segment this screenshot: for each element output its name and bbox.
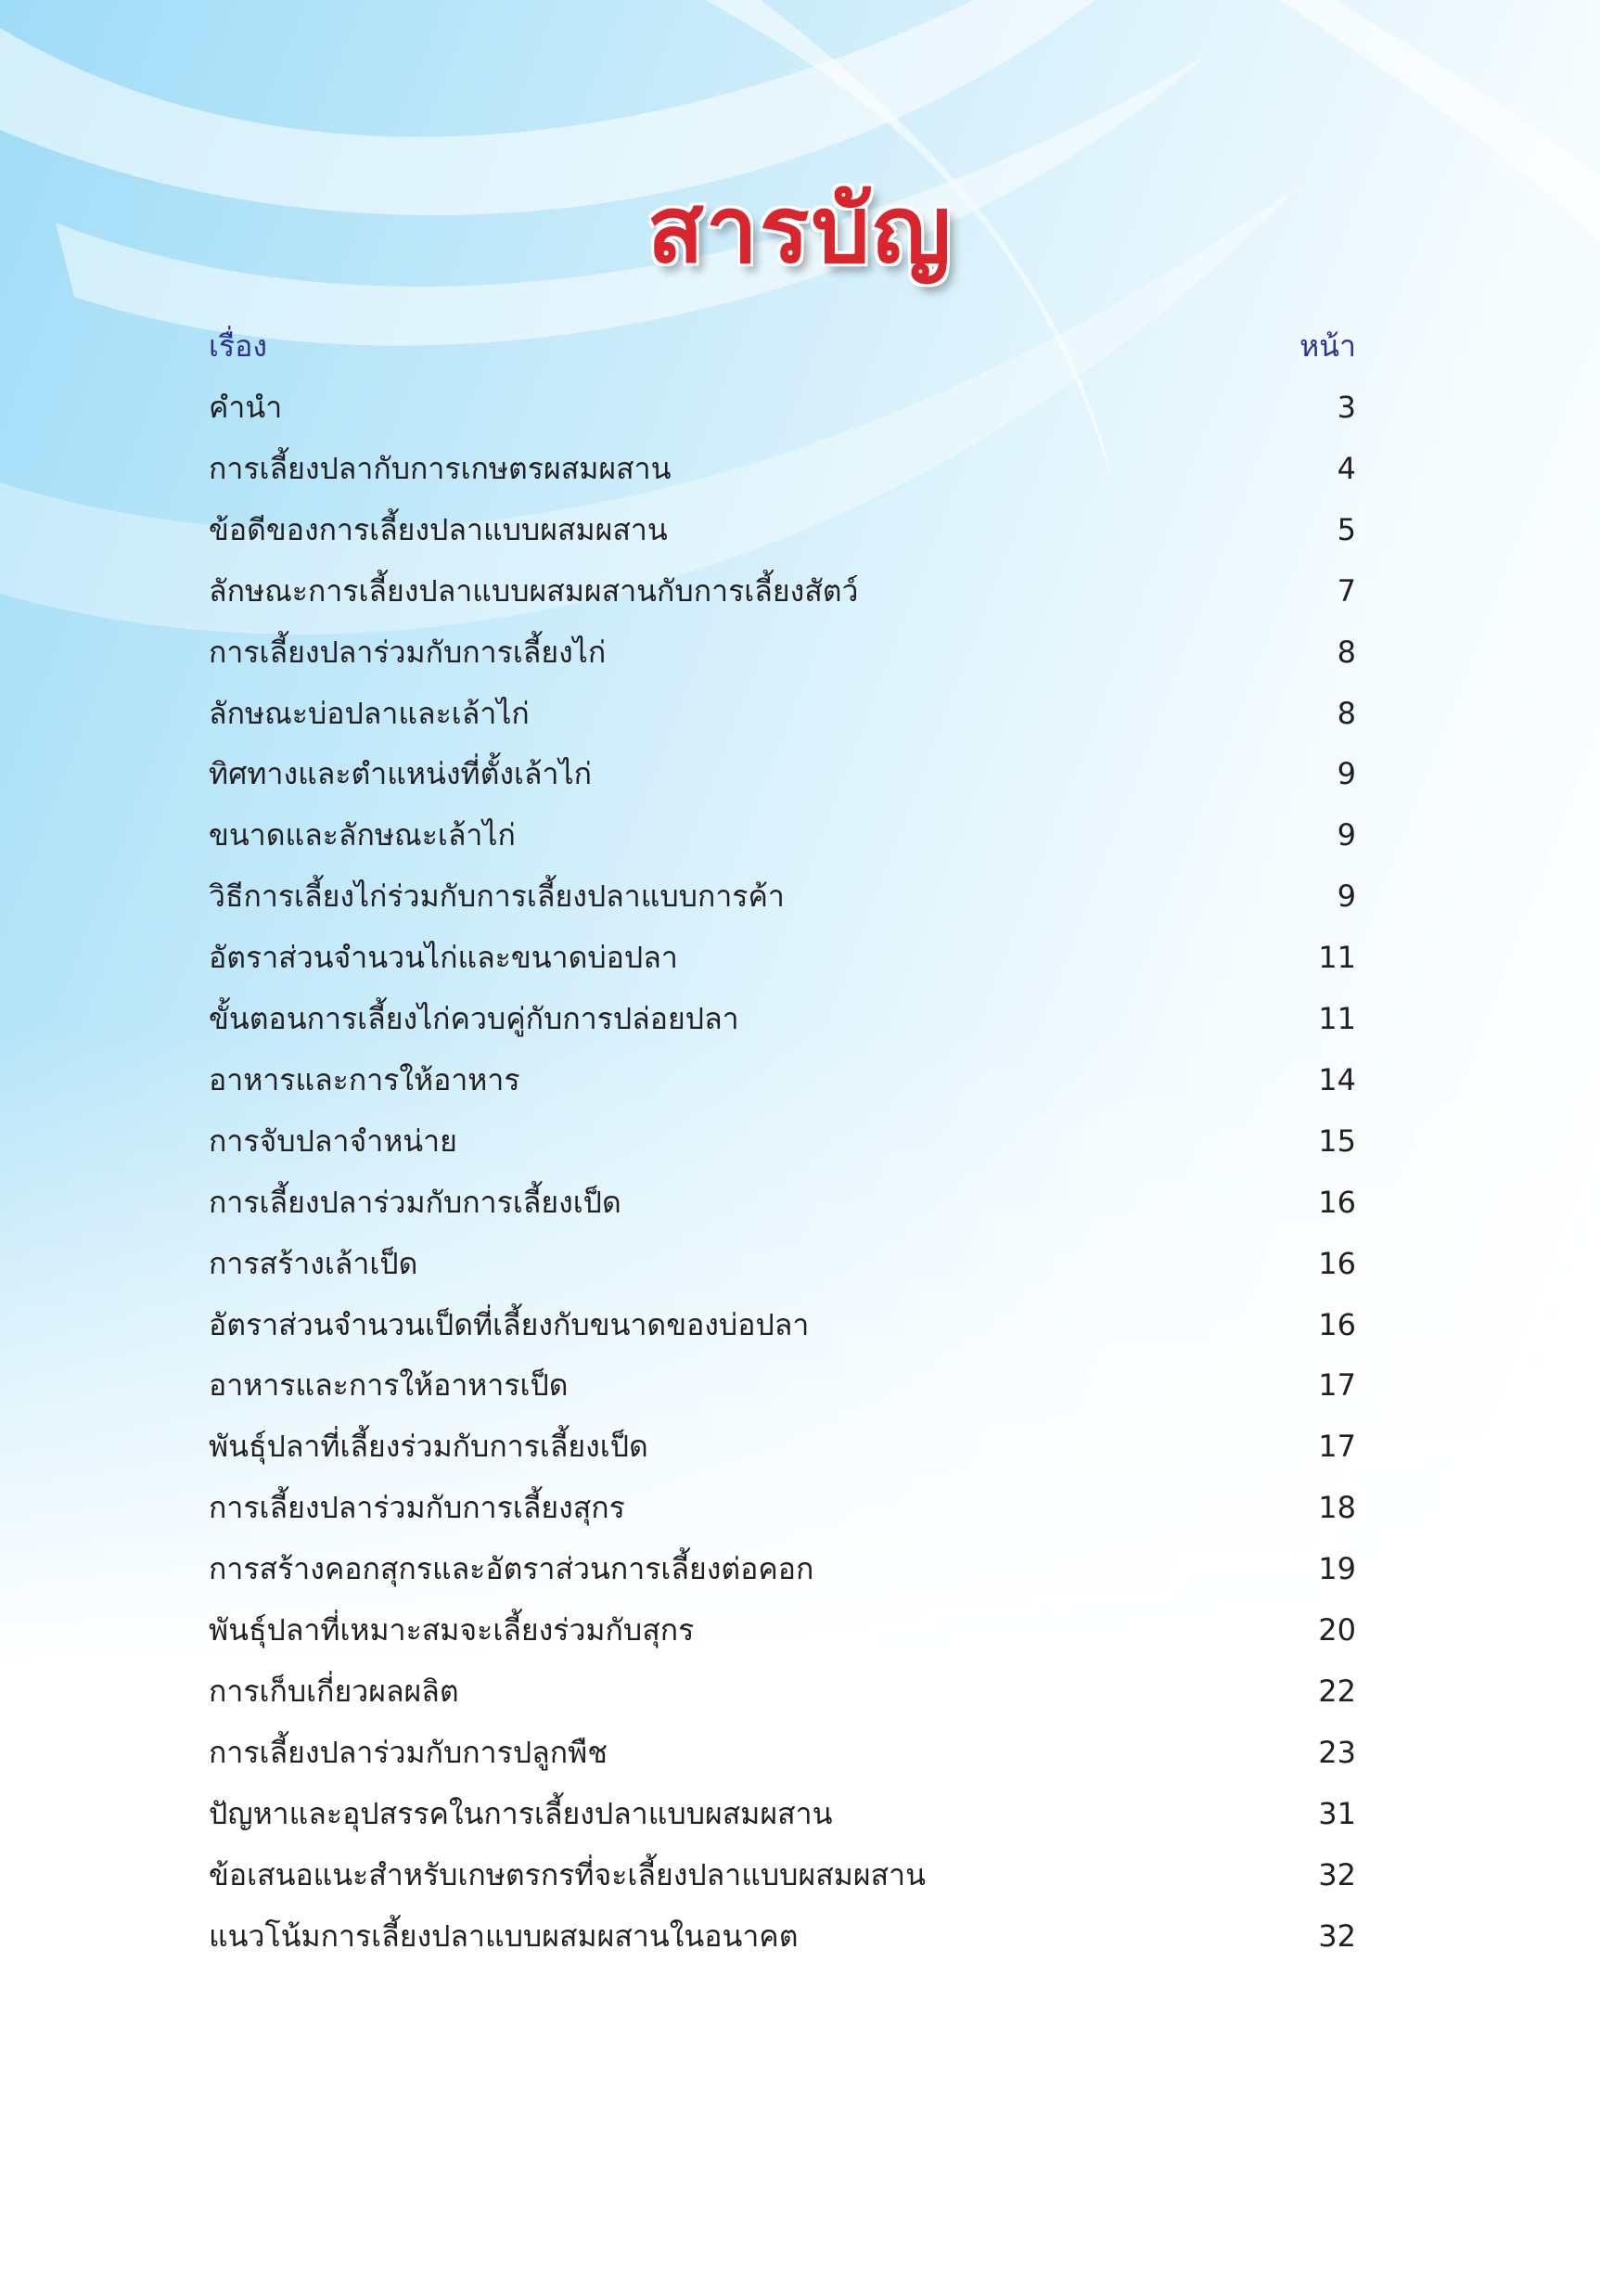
toc-entry-page: 5 bbox=[1337, 511, 1356, 547]
toc-entry-page: 20 bbox=[1318, 1612, 1356, 1648]
toc-entry-page: 3 bbox=[1337, 390, 1356, 425]
toc-entry[interactable] bbox=[209, 1913, 1356, 1959]
toc-entry-title: อัตราส่วนจำนวนไก่และขนาดบ่อปลา bbox=[209, 940, 678, 976]
toc-entry-title: แนวโน้มการเลี้ยงปลาแบบผสมผสานในอนาคต bbox=[209, 1918, 799, 1954]
toc-entry[interactable] bbox=[209, 1790, 1356, 1837]
toc-entry-title: ลักษณะการเลี้ยงปลาแบบผสมผสานกับการเลี้ยงสัตว์ bbox=[209, 572, 859, 609]
toc-entry-title: ข้อเสนอแนะสำหรับเกษตรกรที่จะเลี้ยงปลาแบบผสมผสาน bbox=[209, 1856, 926, 1892]
toc-entry[interactable] bbox=[209, 1852, 1356, 1898]
toc-entry[interactable] bbox=[209, 873, 1356, 919]
toc-entry-page: 9 bbox=[1337, 817, 1356, 853]
toc-entry-title: พันธุ์ปลาที่เหมาะสมจะเลี้ยงร่วมกับสุกร bbox=[209, 1612, 695, 1648]
toc-entry[interactable] bbox=[209, 750, 1356, 797]
topic-column-label: เรื่อง bbox=[209, 328, 267, 364]
toc-header bbox=[209, 323, 1356, 369]
toc-entry-page: 9 bbox=[1337, 756, 1356, 792]
toc-entry[interactable] bbox=[209, 629, 1356, 675]
toc-entry-page: 4 bbox=[1337, 450, 1356, 486]
toc-entry-title: อัตราส่วนจำนวนเป็ดที่เลี้ยงกับขนาดของบ่อปลา bbox=[209, 1306, 810, 1342]
toc-entry[interactable] bbox=[209, 1607, 1356, 1653]
toc-entry-title: พันธุ์ปลาที่เลี้ยงร่วมกับการเลี้ยงเป็ด bbox=[209, 1429, 648, 1465]
toc-entry-page: 11 bbox=[1318, 1001, 1356, 1036]
toc-entry-title: การเลี้ยงปลาร่วมกับการเลี้ยงเป็ด bbox=[209, 1184, 621, 1220]
toc-entry[interactable] bbox=[209, 812, 1356, 858]
toc-entry-title: การสร้างคอกสุกรและอัตราส่วนการเลี้ยงต่อคอก bbox=[209, 1551, 814, 1587]
toc-entry-title: การจับปลาจำหน่าย bbox=[209, 1122, 457, 1159]
page-column-label: หน้า bbox=[1299, 328, 1356, 364]
toc-entry-page: 22 bbox=[1318, 1673, 1356, 1709]
toc-entry-page: 23 bbox=[1318, 1734, 1356, 1770]
toc-entry-title: ปัญหาและอุปสรรคในการเลี้ยงปลาแบบผสมผสาน bbox=[209, 1795, 833, 1831]
toc-entry[interactable] bbox=[209, 1302, 1356, 1348]
toc-entry[interactable] bbox=[209, 995, 1356, 1042]
toc-entry[interactable] bbox=[209, 1057, 1356, 1103]
toc-entry-page: 16 bbox=[1318, 1184, 1356, 1220]
toc-entry[interactable] bbox=[209, 568, 1356, 614]
toc-entry-title: การเลี้ยงปลาร่วมกับการเลี้ยงสุกร bbox=[209, 1490, 625, 1526]
toc-entry[interactable] bbox=[209, 1362, 1356, 1408]
toc-entry-page: 7 bbox=[1337, 572, 1356, 609]
toc-entry-page: 8 bbox=[1337, 695, 1356, 731]
toc-entry[interactable] bbox=[209, 690, 1356, 737]
toc-entry-page: 11 bbox=[1318, 940, 1356, 976]
toc-entry[interactable] bbox=[209, 1484, 1356, 1531]
toc-entry-title: การเลี้ยงปลาร่วมกับการปลูกพืช bbox=[209, 1734, 608, 1770]
toc-entry-page: 18 bbox=[1318, 1490, 1356, 1526]
toc-entry[interactable] bbox=[209, 1179, 1356, 1225]
toc-entry[interactable] bbox=[209, 1118, 1356, 1164]
toc-entry-title: วิธีการเลี้ยงไก่ร่วมกับการเลี้ยงปลาแบบการค้า bbox=[209, 879, 785, 915]
toc-entry-title: ขนาดและลักษณะเล้าไก่ bbox=[209, 817, 516, 853]
toc-entry-title: ขั้นตอนการเลี้ยงไก่ควบคู่กับการปล่อยปลา bbox=[209, 1001, 739, 1036]
toc-entry[interactable] bbox=[209, 507, 1356, 553]
toc-entry-title: ลักษณะบ่อปลาและเล้าไก่ bbox=[209, 695, 530, 731]
toc-entry-page: 32 bbox=[1318, 1856, 1356, 1892]
toc-entry[interactable] bbox=[209, 445, 1356, 492]
toc-entry-page: 16 bbox=[1318, 1306, 1356, 1342]
toc-entry-page: 17 bbox=[1318, 1367, 1356, 1404]
toc-entry[interactable] bbox=[209, 1729, 1356, 1776]
toc-entry-title: การเก็บเกี่ยวผลผลิต bbox=[209, 1673, 459, 1709]
toc-entry[interactable] bbox=[209, 1240, 1356, 1287]
toc-entry-title: ทิศทางและตำแหน่งที่ตั้งเล้าไก่ bbox=[209, 756, 592, 792]
toc-entry-title: การเลี้ยงปลาร่วมกับการเลี้ยงไก่ bbox=[209, 634, 607, 670]
page-title: สารบัญ bbox=[646, 175, 954, 284]
toc-entry-page: 31 bbox=[1318, 1795, 1356, 1831]
toc-entry-title: อาหารและการให้อาหารเป็ด bbox=[209, 1367, 569, 1404]
toc-entry-title: การเลี้ยงปลากับการเกษตรผสมผสาน bbox=[209, 450, 672, 486]
toc-entry[interactable] bbox=[209, 384, 1356, 430]
toc-entry-page: 15 bbox=[1318, 1122, 1356, 1159]
toc-entry[interactable] bbox=[209, 934, 1356, 981]
toc-entry-page: 19 bbox=[1318, 1551, 1356, 1587]
toc-entry[interactable] bbox=[209, 1668, 1356, 1714]
toc-entry-title: คำนำ bbox=[209, 390, 283, 425]
toc-entry-page: 14 bbox=[1318, 1061, 1356, 1097]
toc-entry-title: อาหารและการให้อาหาร bbox=[209, 1061, 520, 1097]
toc-entry[interactable] bbox=[209, 1423, 1356, 1469]
toc-entry-title: ข้อดีของการเลี้ยงปลาแบบผสมผสาน bbox=[209, 511, 668, 547]
toc-entry-page: 17 bbox=[1318, 1429, 1356, 1465]
toc-entry-page: 8 bbox=[1337, 634, 1356, 670]
toc-entry-page: 9 bbox=[1337, 879, 1356, 915]
toc-entry-title: การสร้างเล้าเป็ด bbox=[209, 1245, 418, 1281]
toc-entry[interactable] bbox=[209, 1546, 1356, 1592]
toc-entry-page: 32 bbox=[1318, 1918, 1356, 1954]
toc-entry-page: 16 bbox=[1318, 1245, 1356, 1281]
